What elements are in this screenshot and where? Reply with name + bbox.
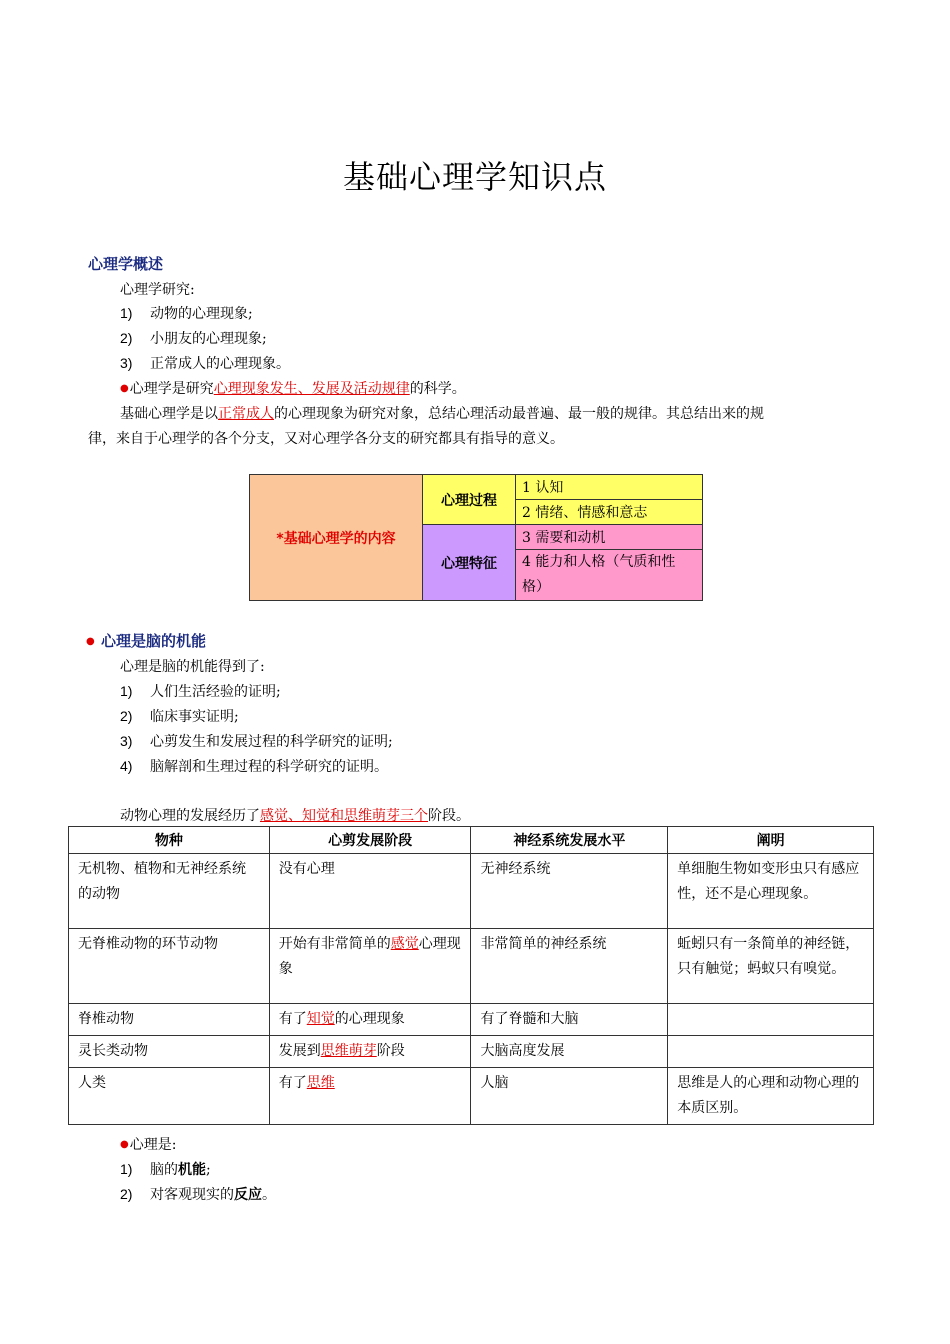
- table-cell: 人类: [69, 1068, 270, 1125]
- list-item: 1) 脑的机能;: [120, 1161, 211, 1178]
- content-item: 4 能力和人格（气质和性格）: [516, 550, 703, 601]
- evolution-line: 动物心理的发展经历了感觉、知觉和思维萌芽三个阶段。: [120, 808, 470, 824]
- table-cell: 有了思维: [269, 1068, 471, 1125]
- section-heading-brain: ● 心理是脑的机能: [86, 632, 206, 650]
- section-heading-overview: 心理学概述: [88, 255, 164, 273]
- table-cell: 有了脊髓和大脑: [471, 1004, 668, 1036]
- content-item: 1 认知: [516, 475, 703, 500]
- content-box-table: [249, 474, 703, 601]
- bullet-dot-icon: ●: [120, 383, 129, 394]
- paragraph-line: 律，来自于心理学的各个分支，又对心理学各分支的研究都具有指导的意义。: [88, 431, 564, 447]
- content-item: 3 需要和动机: [516, 525, 703, 550]
- list-item: 3) 正常成人的心理现象。: [120, 355, 290, 372]
- trait-label: 心理特征: [423, 525, 516, 601]
- table-header-row: [69, 827, 874, 854]
- table-cell: 没有心理: [269, 854, 471, 929]
- list-item: 1) 人们生活经验的证明;: [120, 683, 281, 700]
- process-label: 心理过程: [423, 475, 516, 525]
- table-cell: 脊椎动物: [69, 1004, 270, 1036]
- table-cell: 开始有非常简单的感觉心理现象: [269, 929, 471, 1004]
- table-cell: 蚯蚓只有一条简单的神经链，只有触觉；蚂蚁只有嗅觉。: [668, 929, 874, 1004]
- list-item: 2) 临床事实证明;: [120, 708, 239, 725]
- table-header-cell: 神经系统发展水平: [471, 827, 668, 854]
- table-header-cell: 阐明: [668, 827, 874, 854]
- table-cell: 无脊椎动物的环节动物: [69, 929, 270, 1004]
- list-item: 2) 小朋友的心理现象;: [120, 330, 267, 347]
- table-row: [69, 929, 874, 1004]
- table-cell: 大脑高度发展: [471, 1036, 668, 1068]
- page-title: 基础心理学知识点: [342, 158, 607, 196]
- table-header-cell: 心剪发展阶段: [269, 827, 471, 854]
- content-item: 2 情绪、情感和意志: [516, 500, 703, 525]
- table-cell: 无神经系统: [471, 854, 668, 929]
- mind-intro: ●心理是:: [120, 1137, 177, 1153]
- table-row: [69, 854, 874, 929]
- table-cell: 人脑: [471, 1068, 668, 1125]
- bullet-dot-icon: ●: [120, 1139, 129, 1150]
- list-item: 3) 心剪发生和发展过程的科学研究的证明;: [120, 733, 393, 750]
- table-cell: 思维是人的心理和动物心理的本质区别。: [668, 1068, 874, 1125]
- bullet-dot-icon: ●: [86, 636, 95, 647]
- table-cell: [668, 1004, 874, 1036]
- content-box-label: *基础心理学的内容: [250, 475, 423, 601]
- table-cell: 灵长类动物: [69, 1036, 270, 1068]
- list-item: 1) 动物的心理现象;: [120, 305, 253, 322]
- table-cell: 单细胞生物如变形虫只有感应性，还不是心理现象。: [668, 854, 874, 929]
- list-item: 2) 对客观现实的反应。: [120, 1186, 276, 1203]
- species-table: [68, 826, 874, 1125]
- table-cell: 有了知觉的心理现象: [269, 1004, 471, 1036]
- table-row: [69, 1036, 874, 1068]
- overview-intro: 心理学研究:: [120, 282, 195, 298]
- table-row: [69, 1004, 874, 1036]
- table-cell: 无机物、植物和无神经系统的动物: [69, 854, 270, 929]
- table-cell: 非常简单的神经系统: [471, 929, 668, 1004]
- table-row: [69, 1068, 874, 1125]
- definition-line: ●心理学是研究心理现象发生、发展及活动规律的科学。: [120, 381, 466, 397]
- paragraph-line: 基础心理学是以正常成人的心理现象为研究对象，总结心理活动最普遍、最一般的规律。其总结出来的规: [120, 406, 764, 422]
- table-header-cell: 物种: [69, 827, 270, 854]
- table-cell: 发展到思维萌芽阶段: [269, 1036, 471, 1068]
- table-cell: [668, 1036, 874, 1068]
- brain-intro: 心理是脑的机能得到了:: [120, 659, 265, 675]
- list-item: 4) 脑解剖和生理过程的科学研究的证明。: [120, 758, 388, 775]
